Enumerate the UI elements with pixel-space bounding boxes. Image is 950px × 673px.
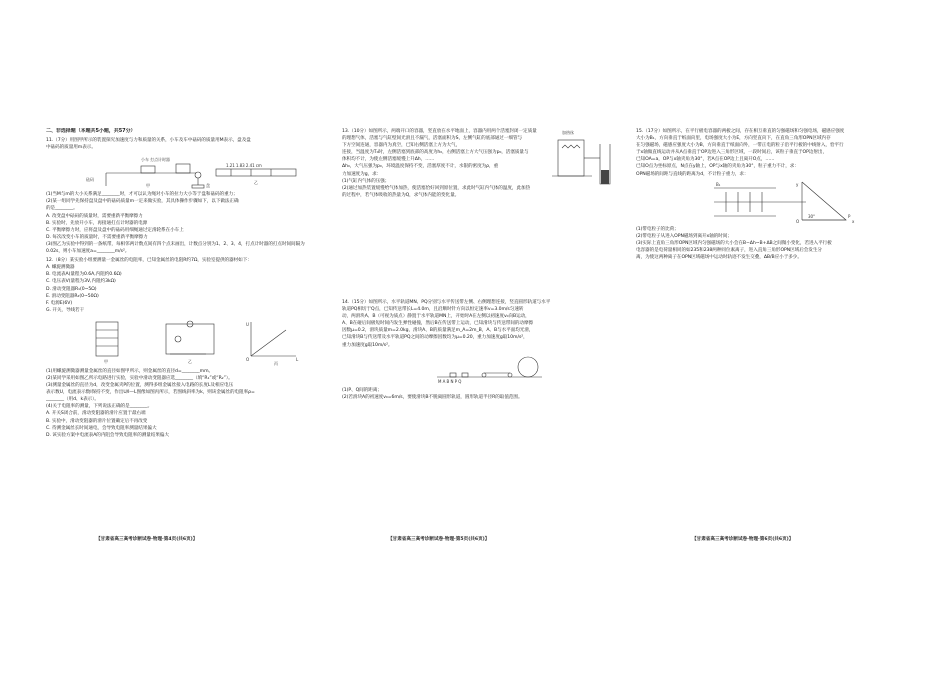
q12-option: E. 滑动变阻器R₂(0~50Ω) bbox=[46, 293, 99, 299]
q11-line: (1)当M与m的大小关系满足________时，才可以认为绳对小车的拉力大小等于盘和砝码的重力； bbox=[46, 192, 238, 198]
q13-line: (2)通过加热装置缓慢给气体加热，使活塞恰好回到原位置，求此时气缸内气体的温度，此加热 bbox=[342, 185, 531, 191]
q15-line: 在匀强磁场，磁感应强度大小为B，方向垂直于纸面向外，一带正电的粒子沿平行板的中线射入，恰平行 bbox=[636, 143, 844, 149]
question-15 bbox=[636, 128, 908, 178]
tray-label: 盘 bbox=[206, 183, 210, 189]
q11-line: 中砝码的质量用m表示。 bbox=[46, 145, 96, 151]
q12-option: D. 该实验方案中电流表A的内阻会导致电阻率的测量结果偏大 bbox=[46, 432, 169, 438]
q15-line: 大小为B₁，方向垂直于纸面向里，电场强度大小为E，方向竖直向下，在直角三角形OPN区域内存 bbox=[636, 136, 831, 142]
page-6-column bbox=[636, 128, 908, 261]
q12-option: B. 实验中，滑动变阻器的滑片位置确定后不再改变 bbox=[46, 418, 148, 424]
q12-line: ________（用d、k表示）。 bbox=[46, 397, 99, 403]
q11-option: B. 实验时，先放开小车，再接通打点计时器的电源 bbox=[46, 220, 148, 226]
q13-line: 体积均不计，为使左侧活塞缓慢上升Δh，…… bbox=[342, 157, 435, 163]
q15-line: (1)带电粒子的比荷； bbox=[636, 226, 679, 232]
q12-line: (3)测量金属丝的直径为d，改变金属夹P的位置，测得多组金属丝接入电路的长度L及相应电压 bbox=[46, 383, 234, 389]
q15-line: 15.（17分）如图所示，在平行板电容器的两板之间，存在相互垂直的匀强磁场和匀强电场，磁感应强度 bbox=[636, 129, 845, 134]
q15-line: 已知OA=a，OP与x轴夹角为30°，若A点在OP边上且离开O点，…… bbox=[636, 157, 775, 163]
resistivity-circuit-diagram bbox=[46, 316, 316, 366]
q15-line: (2)带电粒子从进入OPN磁场到离开x轴的时间； bbox=[636, 233, 732, 239]
q14-line: 动，两滑块A、B（可视为质点）静置于水平轨道MN上，开始时A在左侧以初速度v₀向B运动， bbox=[342, 314, 530, 320]
page-5-footer: 【甘肃省高三高考诊断试卷·物理·第5页(共6页)】 bbox=[388, 537, 490, 542]
q13-line: 的理想气体，活塞与气缸壁间光滑且不漏气，活塞面积为S，左侧气缸的底部通过一细管与 bbox=[342, 136, 523, 142]
fig-caption-jia: 甲 bbox=[146, 183, 150, 189]
q15-line: OPN磁场的间距与直线的距离为d，不计粒子重力，求： bbox=[636, 171, 749, 177]
q12-option: B. 电流表A(量程为0.6A,内阻约0.6Ω) bbox=[46, 272, 122, 278]
q12-line: 表示数U，电流表示数I保持不变，作出U/I—L图像如图丙所示，若图线斜率为k，则该金属丝的电阻率ρ= bbox=[46, 390, 255, 396]
q12-line: (4)关于电阻率的测量，下列说法正确的是________。 bbox=[46, 404, 153, 410]
q15-line: 于x轴做直线运动并从A点垂直于OP边进入三角形区域，一段时间后，该粒子垂直于OP边射出， bbox=[636, 150, 828, 156]
page-5-column bbox=[342, 128, 618, 401]
q15-line: (3)实际上直角三角形OPN区域内匀强磁场的大小会在B−Δh~B+ΔB之间微小变化，若进入平行板 bbox=[636, 240, 832, 246]
track-labels: M A B N P Q bbox=[438, 378, 462, 384]
fig-caption-yi: 乙 bbox=[254, 180, 258, 186]
q14-figure bbox=[342, 351, 618, 385]
q11-option: C. 平衡摩擦力时，应将盘及盘中的砝码用细绳通过定滑轮系在小车上 bbox=[46, 227, 184, 233]
q12-option: C. 电压表V(量程为3V,内阻约3kΩ) bbox=[46, 279, 116, 285]
q13-line: Δh₀，大气压强为p₀，环境温度保持不变，活塞厚度不计，水银的密度为ρ，重 bbox=[342, 164, 499, 170]
x-axis-label: x bbox=[852, 218, 855, 224]
q14-line: A、B在碰后间极短时间内发生弹性碰撞，然后B在传送带上运动，已知滑块与传送带间的动摩擦 bbox=[342, 321, 534, 327]
section-title: 二、非选择题（本题共5小题，共57分） bbox=[46, 128, 136, 134]
timer-label: 小车 打点计时器 bbox=[141, 157, 170, 163]
axis-l-label: L bbox=[296, 356, 299, 362]
question-11 bbox=[46, 137, 316, 151]
question-11-body bbox=[46, 191, 316, 255]
q14-line: (1)P、Q间的距离； bbox=[342, 387, 382, 393]
q12-option: G. 开关，导线若干 bbox=[46, 307, 85, 313]
question-12-body bbox=[46, 368, 316, 439]
point-p-label: P bbox=[848, 213, 851, 219]
q12-line: (2)某同学采用如图乙所示电路进行实验，实验中滑动变阻器应选________（填“R₁”或“R₂”）。 bbox=[46, 375, 233, 381]
q13-line: 下方空间连通，容器内为真空，已知右侧活塞上方为大气， bbox=[342, 143, 461, 149]
tape-label: 1.21 1.83 2.41 cm bbox=[226, 163, 262, 169]
q14-line: (2)若滑块A的初速度v₀=6m/s，要使滑块B不脱离圆形轨道，圆形轨道半径R的取值范围。 bbox=[342, 394, 523, 400]
q14-line: 因数μ=0.2，滑块质量m=2.0kg，滑块A、B的质量满足m_A=2m_B，A、B与水平面均光滑， bbox=[342, 328, 534, 334]
question-15-body bbox=[636, 226, 908, 261]
q12-figure bbox=[46, 316, 316, 366]
q15-line: 离，为使这两种离子在OPN区域磁场中运动时轨迹不发生交叠，ΔB/B应小于多少。 bbox=[636, 255, 802, 261]
q11-line: (3)图乙为实验中得到的一条纸带，每相邻两计数点间有四个点未画出，计数点分别为1、2、3、4，打点计时器的打点时间间隔为 bbox=[46, 241, 305, 247]
page-4-footer: 【甘肃省高三高考诊断试卷·物理·第4页(共6页)】 bbox=[96, 537, 198, 542]
page-6-footer: 【甘肃省高三高考诊断试卷·物理·第6页(共6页)】 bbox=[692, 537, 794, 542]
angle-label: 30° bbox=[808, 213, 815, 219]
question-12 bbox=[46, 257, 316, 314]
q11-line: 0.02s，则小车加速度a=________m/s²。 bbox=[46, 249, 130, 255]
question-14-body bbox=[342, 387, 618, 401]
q11-option: D. 每次改变小车的质量时，不需要重新平衡摩擦力 bbox=[46, 234, 148, 240]
question-14 bbox=[342, 299, 618, 349]
q11-line: (2)某一组同学先保持盘及盘中的砝码质量m一定来做实验，其具体操作步骤如下，以下做法正确 bbox=[46, 199, 239, 205]
answer-space bbox=[342, 199, 618, 299]
q12-option: F. 电源E(6V) bbox=[46, 300, 73, 306]
q13-gas-container-diagram bbox=[548, 128, 618, 190]
q13-line: 13.（10分）如图所示，两端开口的容器，竖直放在水平地面上，容器内用两个活塞封闭一定质量 bbox=[342, 129, 537, 134]
caption-yi: 乙 bbox=[188, 358, 192, 364]
q13-line: 力加速度为g，求： bbox=[342, 171, 382, 177]
cart-apparatus-diagram bbox=[46, 153, 316, 189]
question-13 bbox=[342, 128, 538, 178]
q12-option: C. 待测金属丝长时间通电，会导致电阻率测量结果偏大 bbox=[46, 425, 157, 431]
y-axis-label: y bbox=[796, 181, 799, 187]
q12-line: (1)用螺旋测微器测量金属丝的直径如图甲所示，则金属丝的直径d=________mm。 bbox=[46, 368, 214, 374]
q13-line: (1)气缸内气体的压强； bbox=[342, 178, 390, 184]
q15-figure bbox=[636, 180, 908, 224]
q12-option: A. 开关S闭合前，滑动变阻器的滑片应置于最右端 bbox=[46, 411, 146, 417]
q13-line: 连接，当温度为T₀时，左侧活塞到底部的高度为h₀，右侧活塞上方大气压强为p₀，活塞质量与 bbox=[342, 150, 529, 156]
q15-line: 已知O点为坐标原点，N点在y轴上，OP与x轴的夹角为30°，粒子重力不计，求： bbox=[636, 164, 799, 170]
q14-line: 14.（15分）如图所示，水平轨道MN、PQ分别与水平传送带左侧、右侧理想连接，竖直圆形轨道与水平 bbox=[342, 299, 551, 305]
q12-option: A. 螺旋测微器 bbox=[46, 265, 75, 271]
origin-o-label: O bbox=[796, 218, 800, 224]
q14-line: 已知滑块B与传送带及水平轨道PQ之间的动摩擦因数均为μ=0.20，重力加速度g取10m/s²， bbox=[342, 335, 528, 341]
b1-label: B₁ bbox=[716, 181, 721, 187]
q11-line: 的是________。 bbox=[46, 206, 78, 212]
q14-line: 重力加速度g取10m/s²。 bbox=[342, 342, 393, 348]
q15-line: 电容器的是电荷量相同的如235和238两种同位素离子，进入直角三角形OPN区域后会发生分 bbox=[636, 247, 822, 253]
q14-line: 轨道PQ相切于Q点，已知传送带长L=4.0m，且沿顺时针方向以恒定速率v=3.0m/s匀速转 bbox=[342, 307, 524, 313]
q12-line: 12.（8分）某实验小组要测量一金属丝的电阻率，已知金属丝的电阻R约7Ω，实验室提供的器材如下： bbox=[46, 258, 252, 264]
weight-label: 砝码 bbox=[86, 177, 94, 183]
axis-u-label: U bbox=[246, 321, 249, 327]
q13-line: 的过程中，若气体吸收的热量为Q，求气体内能的变化量。 bbox=[342, 192, 460, 198]
page-4-column bbox=[46, 128, 316, 439]
caption-bing: 丙 bbox=[274, 360, 278, 366]
conveyor-track-diagram bbox=[342, 351, 618, 385]
caption-jia: 甲 bbox=[104, 358, 108, 364]
capacitor-field-diagram bbox=[636, 180, 908, 224]
q11-option: A. 改变盘中砝码的质量时，需要重新平衡摩擦力 bbox=[46, 213, 143, 219]
q12-option: D. 滑动变阻器R₁(0~5Ω) bbox=[46, 286, 97, 292]
heater-label: 加热丝 bbox=[562, 130, 574, 135]
q11-figure bbox=[46, 153, 316, 189]
origin-label: O bbox=[246, 356, 250, 362]
q11-line: 11.（7分）用图甲所示的装置探究加速度与力和质量的关系，小车及车中砝码的质量用M表示，盘及盘 bbox=[46, 138, 251, 144]
